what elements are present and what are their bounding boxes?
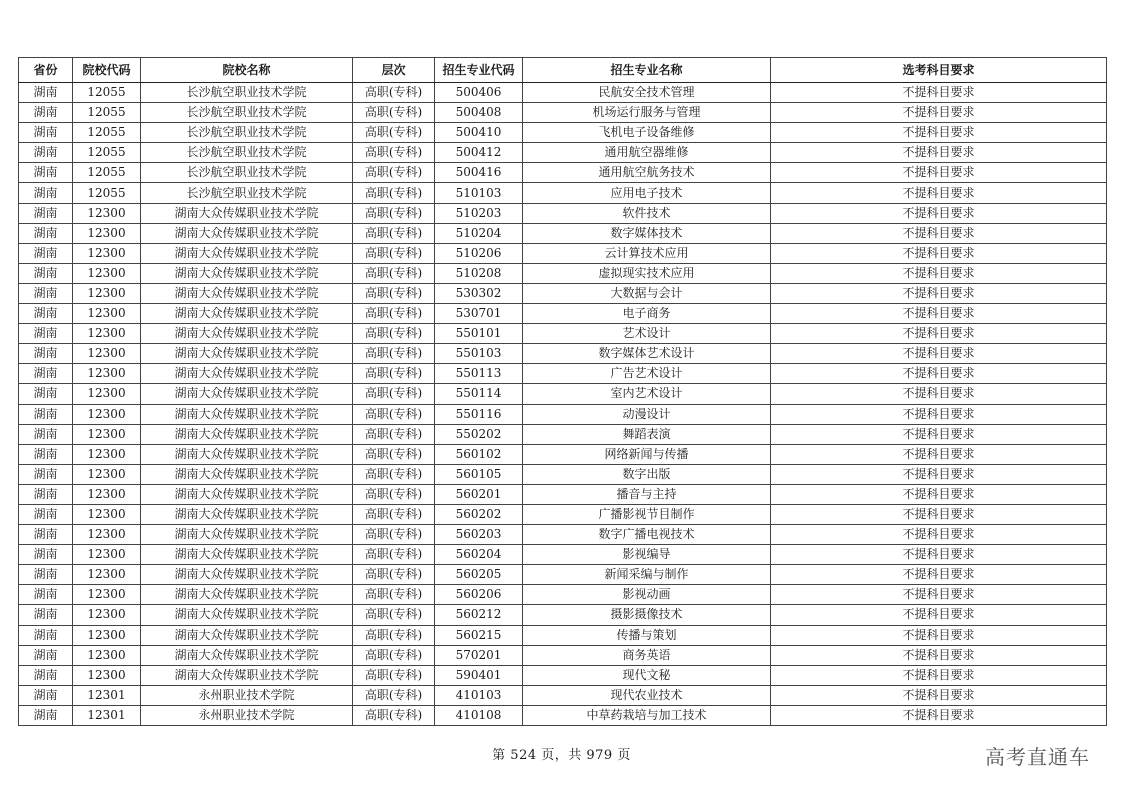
cell-province: 湖南 <box>19 585 73 605</box>
cell-level: 高职(专科) <box>353 364 435 384</box>
cell-major-name: 广播影视节目制作 <box>523 504 771 524</box>
cell-major-code: 510203 <box>435 203 523 223</box>
cell-major-name: 新闻采编与制作 <box>523 565 771 585</box>
cell-school-name: 湖南大众传媒职业技术学院 <box>141 344 353 364</box>
table-row <box>19 344 1107 364</box>
header-school-name: 院校名称 <box>141 58 353 83</box>
table-row <box>19 283 1107 303</box>
table-header-row <box>19 58 1107 83</box>
cell-province: 湖南 <box>19 685 73 705</box>
cell-school-code: 12301 <box>73 685 141 705</box>
cell-level: 高职(专科) <box>353 203 435 223</box>
header-province: 省份 <box>19 58 73 83</box>
table-row <box>19 585 1107 605</box>
cell-province: 湖南 <box>19 203 73 223</box>
cell-level: 高职(专科) <box>353 525 435 545</box>
cell-school-name: 湖南大众传媒职业技术学院 <box>141 404 353 424</box>
cell-province: 湖南 <box>19 163 73 183</box>
cell-major-name: 数字媒体技术 <box>523 223 771 243</box>
cell-school-name: 湖南大众传媒职业技术学院 <box>141 424 353 444</box>
table-row <box>19 243 1107 263</box>
cell-level: 高职(专科) <box>353 545 435 565</box>
cell-subject-requirement: 不提科目要求 <box>771 103 1107 123</box>
cell-level: 高职(专科) <box>353 464 435 484</box>
cell-level: 高职(专科) <box>353 685 435 705</box>
table-row <box>19 484 1107 504</box>
cell-major-name: 现代文秘 <box>523 665 771 685</box>
cell-level: 高职(专科) <box>353 645 435 665</box>
cell-school-code: 12300 <box>73 384 141 404</box>
cell-subject-requirement: 不提科目要求 <box>771 404 1107 424</box>
table-row <box>19 263 1107 283</box>
table-row <box>19 705 1107 725</box>
cell-level: 高职(专科) <box>353 243 435 263</box>
cell-province: 湖南 <box>19 103 73 123</box>
cell-province: 湖南 <box>19 444 73 464</box>
cell-major-code: 560102 <box>435 444 523 464</box>
table-row <box>19 183 1107 203</box>
cell-major-code: 510206 <box>435 243 523 263</box>
cell-level: 高职(专科) <box>353 504 435 524</box>
cell-major-name: 大数据与会计 <box>523 283 771 303</box>
admissions-table <box>18 57 1107 726</box>
table-row <box>19 384 1107 404</box>
cell-subject-requirement: 不提科目要求 <box>771 123 1107 143</box>
cell-level: 高职(专科) <box>353 103 435 123</box>
cell-subject-requirement: 不提科目要求 <box>771 364 1107 384</box>
cell-major-code: 530302 <box>435 283 523 303</box>
cell-major-name: 网络新闻与传播 <box>523 444 771 464</box>
cell-major-name: 舞蹈表演 <box>523 424 771 444</box>
cell-school-code: 12300 <box>73 444 141 464</box>
table-row <box>19 545 1107 565</box>
cell-major-name: 影视动画 <box>523 585 771 605</box>
cell-major-name: 通用航空器维修 <box>523 143 771 163</box>
cell-school-code: 12300 <box>73 525 141 545</box>
cell-school-code: 12300 <box>73 545 141 565</box>
cell-school-code: 12300 <box>73 625 141 645</box>
table-row <box>19 424 1107 444</box>
cell-major-code: 500406 <box>435 83 523 103</box>
cell-major-code: 560105 <box>435 464 523 484</box>
cell-school-name: 长沙航空职业技术学院 <box>141 143 353 163</box>
cell-province: 湖南 <box>19 263 73 283</box>
cell-subject-requirement: 不提科目要求 <box>771 504 1107 524</box>
cell-province: 湖南 <box>19 424 73 444</box>
cell-major-code: 590401 <box>435 665 523 685</box>
cell-level: 高职(专科) <box>353 565 435 585</box>
cell-province: 湖南 <box>19 364 73 384</box>
cell-major-code: 560212 <box>435 605 523 625</box>
cell-school-code: 12300 <box>73 565 141 585</box>
table-row <box>19 464 1107 484</box>
cell-major-name: 虚拟现实技术应用 <box>523 263 771 283</box>
cell-major-name: 中草药栽培与加工技术 <box>523 705 771 725</box>
cell-school-name: 湖南大众传媒职业技术学院 <box>141 444 353 464</box>
cell-major-code: 510204 <box>435 223 523 243</box>
cell-major-code: 560201 <box>435 484 523 504</box>
cell-level: 高职(专科) <box>353 605 435 625</box>
table-row <box>19 625 1107 645</box>
cell-level: 高职(专科) <box>353 444 435 464</box>
cell-subject-requirement: 不提科目要求 <box>771 605 1107 625</box>
cell-major-name: 现代农业技术 <box>523 685 771 705</box>
cell-subject-requirement: 不提科目要求 <box>771 464 1107 484</box>
cell-major-code: 560203 <box>435 525 523 545</box>
cell-major-code: 410108 <box>435 705 523 725</box>
table-row <box>19 685 1107 705</box>
table-row <box>19 223 1107 243</box>
cell-school-name: 湖南大众传媒职业技术学院 <box>141 545 353 565</box>
cell-major-name: 通用航空航务技术 <box>523 163 771 183</box>
cell-province: 湖南 <box>19 645 73 665</box>
cell-subject-requirement: 不提科目要求 <box>771 324 1107 344</box>
cell-subject-requirement: 不提科目要求 <box>771 565 1107 585</box>
cell-major-name: 数字媒体艺术设计 <box>523 344 771 364</box>
table-row <box>19 645 1107 665</box>
table-row <box>19 444 1107 464</box>
cell-major-name: 软件技术 <box>523 203 771 223</box>
cell-school-name: 永州职业技术学院 <box>141 685 353 705</box>
cell-major-code: 500408 <box>435 103 523 123</box>
table-row <box>19 525 1107 545</box>
cell-major-code: 510103 <box>435 183 523 203</box>
cell-major-code: 550103 <box>435 344 523 364</box>
cell-level: 高职(专科) <box>353 625 435 645</box>
cell-province: 湖南 <box>19 183 73 203</box>
cell-level: 高职(专科) <box>353 324 435 344</box>
cell-school-name: 长沙航空职业技术学院 <box>141 123 353 143</box>
table-row <box>19 665 1107 685</box>
cell-school-name: 长沙航空职业技术学院 <box>141 83 353 103</box>
cell-major-code: 510208 <box>435 263 523 283</box>
cell-school-name: 湖南大众传媒职业技术学院 <box>141 263 353 283</box>
cell-school-code: 12300 <box>73 344 141 364</box>
cell-major-code: 550202 <box>435 424 523 444</box>
cell-major-name: 传播与策划 <box>523 625 771 645</box>
cell-subject-requirement: 不提科目要求 <box>771 705 1107 725</box>
cell-major-name: 商务英语 <box>523 645 771 665</box>
cell-school-name: 湖南大众传媒职业技术学院 <box>141 484 353 504</box>
header-major-code: 招生专业代码 <box>435 58 523 83</box>
cell-major-name: 艺术设计 <box>523 324 771 344</box>
cell-province: 湖南 <box>19 484 73 504</box>
cell-major-code: 560204 <box>435 545 523 565</box>
table-row <box>19 103 1107 123</box>
cell-school-code: 12301 <box>73 705 141 725</box>
cell-level: 高职(专科) <box>353 123 435 143</box>
cell-major-code: 560205 <box>435 565 523 585</box>
cell-major-code: 550116 <box>435 404 523 424</box>
cell-school-code: 12300 <box>73 324 141 344</box>
cell-school-name: 长沙航空职业技术学院 <box>141 183 353 203</box>
cell-school-name: 永州职业技术学院 <box>141 705 353 725</box>
cell-subject-requirement: 不提科目要求 <box>771 304 1107 324</box>
cell-major-code: 550114 <box>435 384 523 404</box>
cell-level: 高职(专科) <box>353 143 435 163</box>
cell-school-name: 湖南大众传媒职业技术学院 <box>141 665 353 685</box>
cell-major-code: 560202 <box>435 504 523 524</box>
cell-subject-requirement: 不提科目要求 <box>771 223 1107 243</box>
cell-subject-requirement: 不提科目要求 <box>771 283 1107 303</box>
cell-subject-requirement: 不提科目要求 <box>771 685 1107 705</box>
cell-school-code: 12300 <box>73 263 141 283</box>
cell-subject-requirement: 不提科目要求 <box>771 344 1107 364</box>
cell-major-code: 550101 <box>435 324 523 344</box>
cell-school-code: 12300 <box>73 243 141 263</box>
cell-school-code: 12300 <box>73 424 141 444</box>
cell-school-code: 12300 <box>73 304 141 324</box>
cell-level: 高职(专科) <box>353 384 435 404</box>
cell-level: 高职(专科) <box>353 83 435 103</box>
cell-school-code: 12300 <box>73 364 141 384</box>
cell-subject-requirement: 不提科目要求 <box>771 525 1107 545</box>
cell-subject-requirement: 不提科目要求 <box>771 243 1107 263</box>
cell-major-name: 数字广播电视技术 <box>523 525 771 545</box>
cell-major-code: 560206 <box>435 585 523 605</box>
cell-school-code: 12300 <box>73 504 141 524</box>
cell-school-code: 12055 <box>73 163 141 183</box>
table-row <box>19 203 1107 223</box>
cell-school-code: 12300 <box>73 223 141 243</box>
cell-level: 高职(专科) <box>353 263 435 283</box>
table-row <box>19 163 1107 183</box>
cell-major-code: 560215 <box>435 625 523 645</box>
cell-level: 高职(专科) <box>353 304 435 324</box>
cell-major-code: 500416 <box>435 163 523 183</box>
cell-major-name: 播音与主持 <box>523 484 771 504</box>
cell-province: 湖南 <box>19 625 73 645</box>
cell-school-code: 12055 <box>73 103 141 123</box>
cell-subject-requirement: 不提科目要求 <box>771 203 1107 223</box>
header-subject-requirement: 选考科目要求 <box>771 58 1107 83</box>
cell-level: 高职(专科) <box>353 665 435 685</box>
cell-school-name: 湖南大众传媒职业技术学院 <box>141 304 353 324</box>
cell-province: 湖南 <box>19 545 73 565</box>
cell-province: 湖南 <box>19 304 73 324</box>
cell-province: 湖南 <box>19 605 73 625</box>
cell-school-name: 长沙航空职业技术学院 <box>141 103 353 123</box>
cell-subject-requirement: 不提科目要求 <box>771 444 1107 464</box>
cell-school-name: 湖南大众传媒职业技术学院 <box>141 283 353 303</box>
cell-major-code: 530701 <box>435 304 523 324</box>
cell-school-code: 12055 <box>73 183 141 203</box>
cell-subject-requirement: 不提科目要求 <box>771 645 1107 665</box>
cell-major-name: 民航安全技术管理 <box>523 83 771 103</box>
cell-major-code: 500412 <box>435 143 523 163</box>
table-row <box>19 83 1107 103</box>
table-row <box>19 605 1107 625</box>
cell-level: 高职(专科) <box>353 705 435 725</box>
cell-major-name: 室内艺术设计 <box>523 384 771 404</box>
cell-school-name: 湖南大众传媒职业技术学院 <box>141 504 353 524</box>
cell-school-name: 湖南大众传媒职业技术学院 <box>141 645 353 665</box>
cell-major-name: 数字出版 <box>523 464 771 484</box>
cell-school-name: 湖南大众传媒职业技术学院 <box>141 324 353 344</box>
cell-province: 湖南 <box>19 525 73 545</box>
cell-province: 湖南 <box>19 464 73 484</box>
cell-school-code: 12300 <box>73 464 141 484</box>
cell-school-name: 湖南大众传媒职业技术学院 <box>141 605 353 625</box>
cell-subject-requirement: 不提科目要求 <box>771 625 1107 645</box>
cell-province: 湖南 <box>19 705 73 725</box>
cell-subject-requirement: 不提科目要求 <box>771 484 1107 504</box>
cell-province: 湖南 <box>19 143 73 163</box>
cell-level: 高职(专科) <box>353 424 435 444</box>
table-row <box>19 123 1107 143</box>
cell-school-code: 12300 <box>73 585 141 605</box>
cell-major-code: 570201 <box>435 645 523 665</box>
cell-school-name: 湖南大众传媒职业技术学院 <box>141 384 353 404</box>
cell-province: 湖南 <box>19 504 73 524</box>
cell-subject-requirement: 不提科目要求 <box>771 585 1107 605</box>
cell-province: 湖南 <box>19 123 73 143</box>
watermark-logo-text: 高考直通车 <box>985 745 1090 769</box>
cell-school-code: 12300 <box>73 283 141 303</box>
table-row <box>19 324 1107 344</box>
cell-level: 高职(专科) <box>353 163 435 183</box>
cell-subject-requirement: 不提科目要求 <box>771 263 1107 283</box>
cell-school-code: 12300 <box>73 484 141 504</box>
cell-province: 湖南 <box>19 404 73 424</box>
cell-school-name: 湖南大众传媒职业技术学院 <box>141 364 353 384</box>
cell-school-code: 12055 <box>73 83 141 103</box>
cell-major-code: 410103 <box>435 685 523 705</box>
cell-level: 高职(专科) <box>353 344 435 364</box>
cell-subject-requirement: 不提科目要求 <box>771 143 1107 163</box>
cell-level: 高职(专科) <box>353 404 435 424</box>
cell-school-name: 湖南大众传媒职业技术学院 <box>141 625 353 645</box>
cell-school-code: 12300 <box>73 665 141 685</box>
cell-major-name: 机场运行服务与管理 <box>523 103 771 123</box>
cell-province: 湖南 <box>19 324 73 344</box>
cell-level: 高职(专科) <box>353 484 435 504</box>
cell-major-name: 云计算技术应用 <box>523 243 771 263</box>
cell-subject-requirement: 不提科目要求 <box>771 163 1107 183</box>
cell-province: 湖南 <box>19 344 73 364</box>
cell-major-name: 飞机电子设备维修 <box>523 123 771 143</box>
cell-school-code: 12300 <box>73 645 141 665</box>
table-row <box>19 364 1107 384</box>
cell-province: 湖南 <box>19 83 73 103</box>
cell-school-name: 湖南大众传媒职业技术学院 <box>141 203 353 223</box>
cell-school-code: 12055 <box>73 123 141 143</box>
page-number: 第 524 页，共 979 页 <box>492 748 631 763</box>
cell-province: 湖南 <box>19 283 73 303</box>
header-school-code: 院校代码 <box>73 58 141 83</box>
cell-subject-requirement: 不提科目要求 <box>771 83 1107 103</box>
cell-province: 湖南 <box>19 223 73 243</box>
cell-school-name: 湖南大众传媒职业技术学院 <box>141 585 353 605</box>
cell-school-name: 湖南大众传媒职业技术学院 <box>141 223 353 243</box>
header-level: 层次 <box>353 58 435 83</box>
cell-level: 高职(专科) <box>353 223 435 243</box>
cell-subject-requirement: 不提科目要求 <box>771 183 1107 203</box>
cell-subject-requirement: 不提科目要求 <box>771 424 1107 444</box>
cell-level: 高职(专科) <box>353 183 435 203</box>
cell-school-name: 湖南大众传媒职业技术学院 <box>141 464 353 484</box>
cell-major-name: 动漫设计 <box>523 404 771 424</box>
cell-major-name: 电子商务 <box>523 304 771 324</box>
cell-school-name: 长沙航空职业技术学院 <box>141 163 353 183</box>
cell-subject-requirement: 不提科目要求 <box>771 384 1107 404</box>
cell-major-code: 550113 <box>435 364 523 384</box>
cell-school-code: 12055 <box>73 143 141 163</box>
cell-province: 湖南 <box>19 665 73 685</box>
cell-school-code: 12300 <box>73 404 141 424</box>
cell-major-name: 摄影摄像技术 <box>523 605 771 625</box>
cell-major-code: 500410 <box>435 123 523 143</box>
table-row <box>19 404 1107 424</box>
cell-province: 湖南 <box>19 384 73 404</box>
cell-major-name: 应用电子技术 <box>523 183 771 203</box>
cell-province: 湖南 <box>19 565 73 585</box>
cell-school-code: 12300 <box>73 605 141 625</box>
header-major-name: 招生专业名称 <box>523 58 771 83</box>
cell-province: 湖南 <box>19 243 73 263</box>
cell-level: 高职(专科) <box>353 585 435 605</box>
cell-level: 高职(专科) <box>353 283 435 303</box>
table-row <box>19 304 1107 324</box>
cell-school-code: 12300 <box>73 203 141 223</box>
cell-subject-requirement: 不提科目要求 <box>771 665 1107 685</box>
table-row <box>19 504 1107 524</box>
cell-major-name: 广告艺术设计 <box>523 364 771 384</box>
cell-major-name: 影视编导 <box>523 545 771 565</box>
cell-school-name: 湖南大众传媒职业技术学院 <box>141 243 353 263</box>
table-body <box>19 83 1107 726</box>
cell-school-name: 湖南大众传媒职业技术学院 <box>141 565 353 585</box>
cell-school-name: 湖南大众传媒职业技术学院 <box>141 525 353 545</box>
table-row <box>19 565 1107 585</box>
table-row <box>19 143 1107 163</box>
cell-subject-requirement: 不提科目要求 <box>771 545 1107 565</box>
